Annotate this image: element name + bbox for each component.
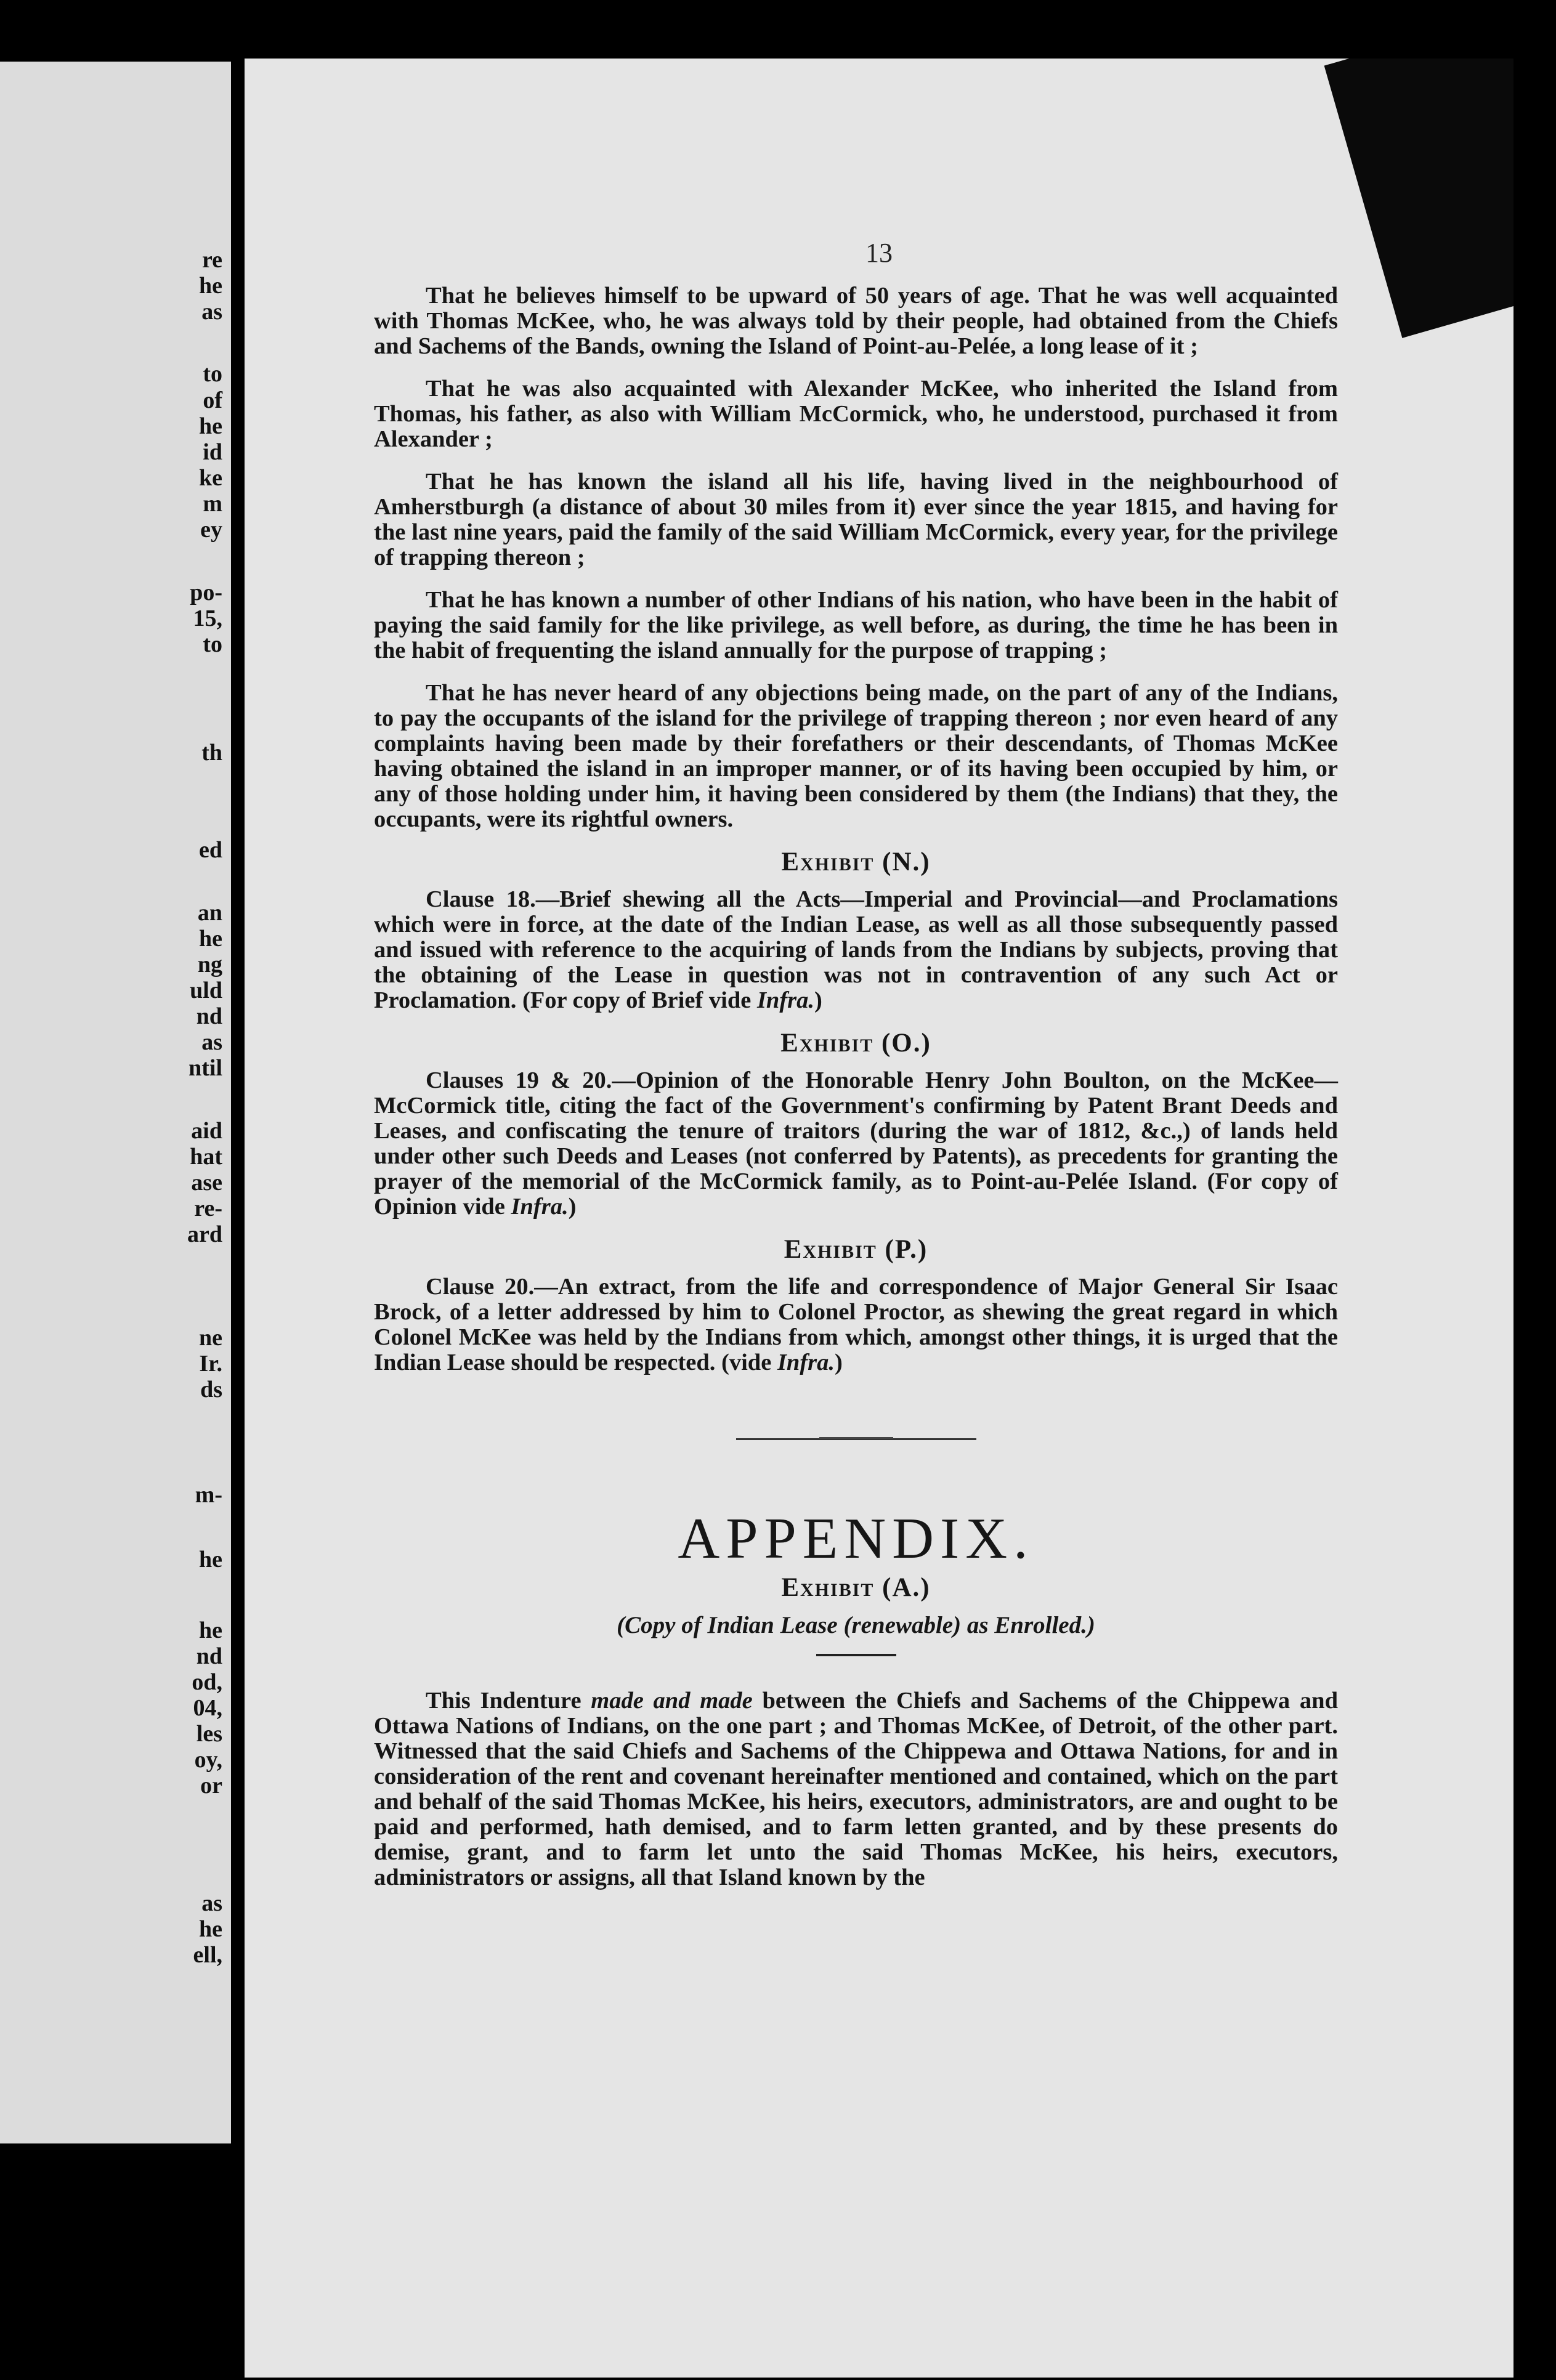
facing-page-text-fragment: id <box>203 439 222 465</box>
facing-page-text-fragment: he <box>199 273 222 299</box>
intro-paragraphs <box>374 283 1338 832</box>
facing-page-text-fragment: he <box>199 413 222 439</box>
facing-page-text-fragment: of <box>203 387 222 413</box>
appendix-title: APPENDIX. <box>678 1507 1034 1571</box>
facing-page-text-fragment: ase <box>191 1170 222 1196</box>
body-paragraph: That he was also acquainted with Alexander McKee, who inherited the Island from Thomas, his father, as also with William McCormick, who, he understood, purchased it from Alexander ; <box>374 376 1338 452</box>
body-paragraph: That he has known the island all his life, having lived in the neighbourhood of Amherstburgh (a distance of about 30 miles from it) ever since the year 1815, and having for the last nine years, paid the family of the said William McCormick, every year, for the privilege of trapping thereon ; <box>374 469 1338 570</box>
section-divider <box>736 1438 976 1440</box>
body-paragraph: That he has never heard of any objections being made, on the part of any of the Indians, to pay the occupants of the island for the privilege of trapping thereon ; nor even heard of any complaints having been made by their forefathers or their descendants, of Thomas McKee having obtained the island in an improper manner, or of its having been occupied by him, or any of those holding under him, it having been considered by them (the Indians) that they, the occupants, were its rightful owners. <box>374 680 1338 832</box>
book-gutter <box>231 0 245 2380</box>
exhibit-paragraph: Clause 20.—An extract, from the life and correspondence of Major General Sir Isaac Brock, of a letter addressed by him to Colonel Proctor, as shewing the great regard in which Colonel McKee was held by the Indians from which, amongst other things, it is urged that the Indian Lease should be respected. (vide Infra.) <box>374 1274 1338 1375</box>
facing-page-text-fragment: Ir. <box>199 1351 222 1377</box>
page-corner-shadow <box>1324 59 1513 338</box>
facing-page-text-fragment: hat <box>190 1144 222 1170</box>
exhibit-paragraph: Clauses 19 & 20.—Opinion of the Honorable Henry John Boulton, on the McKee—McCormick title, citing the fact of the Government's confirming by Patent Brant Deeds and Leases, and confiscating the tenure of traitors (during the war of 1812, &c.,) of lands held under other such Deeds and Leases (not conferred by Patents), as precedents for granting the prayer of the memorial of the McCormick family, as to Point-au-Pelée Island. (For copy of Opinion vide Infra.) <box>374 1067 1338 1220</box>
exhibit-heading: Exhibit (N.) <box>781 848 931 876</box>
facing-page-text-fragment: as <box>201 1029 222 1055</box>
body-paragraph: That he believes himself to be upward of 50 years of age. That he was well acquainted with Thomas McKee, who, he was always told by their people, had obtained from the Chiefs and Sachems of the Bands, owning the Island of Point-au-Pelée, a long lease of it ; <box>374 283 1338 359</box>
facing-page-text-fragment: nd <box>196 1643 222 1669</box>
exhibit-paragraph: Clause 18.—Brief shewing all the Acts—Imperial and Provincial—and Proclamations which were in force, at the date of the Indian Lease, as well as all those subsequently passed and issued with reference to the acquiring of lands from the Indians by subjects, proving that the obtaining of the Lease in question was not in contravention of any such Act or Proclamation. (For copy of Brief vide Infra.) <box>374 886 1338 1013</box>
facing-page-text-fragment: m- <box>195 1482 222 1508</box>
facing-page-text-fragment: aid <box>191 1118 222 1144</box>
facing-page-text-fragment: as <box>201 1890 222 1916</box>
exhibit-p <box>374 1237 1338 1375</box>
appendix-exhibit-heading: Exhibit (A.) <box>781 1573 931 1602</box>
facing-page-text-fragment: he <box>199 926 222 952</box>
facing-page-edge <box>0 62 231 2143</box>
facing-page-text-fragment: th <box>201 740 222 766</box>
document-page <box>245 59 1513 2378</box>
exhibit-heading: Exhibit (O.) <box>780 1029 931 1058</box>
facing-page-text-fragment: ntil <box>188 1055 222 1081</box>
facing-page-text-fragment: oy, <box>194 1747 222 1773</box>
facing-page-text-fragment: he <box>199 1916 222 1942</box>
body-paragraph: That he has known a number of other Indians of his nation, who have been in the habit of paying the said family for the like privilege, as well before, as during, the time he has been in the habit of frequenting the island annually for the purpose of trapping ; <box>374 587 1338 663</box>
facing-page-text-fragment: m <box>203 491 222 517</box>
facing-page-text-fragment: nd <box>196 1003 222 1029</box>
facing-page-text-fragment: od, <box>192 1669 222 1695</box>
facing-page-text-fragment: or <box>200 1773 222 1799</box>
short-divider <box>816 1654 896 1656</box>
facing-page-text-fragment: he <box>199 1547 222 1572</box>
facing-page-text-fragment: to <box>203 361 222 387</box>
facing-page-text-fragment: as <box>201 299 222 325</box>
page-number: 13 <box>865 238 893 268</box>
facing-page-text-fragment: 04, <box>193 1695 222 1721</box>
facing-page-text-fragment: ne <box>199 1325 222 1351</box>
facing-page-text-fragment: ey <box>200 517 222 543</box>
page-content <box>374 283 1338 1908</box>
exhibit-n <box>374 849 1338 1013</box>
facing-page-text-fragment: 15, <box>193 605 222 631</box>
facing-page-text-fragment: re <box>201 247 222 273</box>
facing-page-text-fragment: an <box>197 900 222 926</box>
facing-page-text-fragment: ed <box>199 837 222 863</box>
facing-page-text-fragment: les <box>196 1721 222 1747</box>
appendix-subtitle: (Copy of Indian Lease (renewable) as Enrolled.) <box>617 1612 1095 1638</box>
facing-page-text-fragment: he <box>199 1617 222 1643</box>
appendix-body: This Indenture made and made between the Chiefs and Sachems of the Chippewa and Ottawa Nations of Indians, on the one part ; and Thomas McKee, of Detroit, of the other part. Witnessed that the said Chiefs and Sachems of the Chippewa and Ottawa Nations, for and in consideration of the rent and covenant hereinafter mentioned and contained, which on the part and behalf of the said Thomas McKee, his heirs, executors, administrators, are and ought to be paid and performed, hath demised, and to farm letten granted, and by these presents do demise, grant, and to farm let unto the said Thomas McKee, his heirs, executors, administrators or assigns, all that Island known by the <box>374 1688 1338 1890</box>
facing-page-text-fragment: po- <box>190 580 222 605</box>
facing-page-text-fragment: re- <box>194 1196 222 1221</box>
facing-page-text-fragment: to <box>203 631 222 657</box>
facing-page-text-fragment: ell, <box>193 1942 222 1968</box>
exhibit-heading: Exhibit (P.) <box>784 1235 928 1264</box>
facing-page-text-fragment: ard <box>187 1221 222 1247</box>
facing-page-text-fragment: ke <box>199 465 222 491</box>
facing-page-text-fragment: ng <box>197 952 222 977</box>
exhibit-o <box>374 1030 1338 1220</box>
facing-page-text-fragment: ds <box>200 1377 222 1402</box>
facing-page-text-fragment: uld <box>190 977 222 1003</box>
